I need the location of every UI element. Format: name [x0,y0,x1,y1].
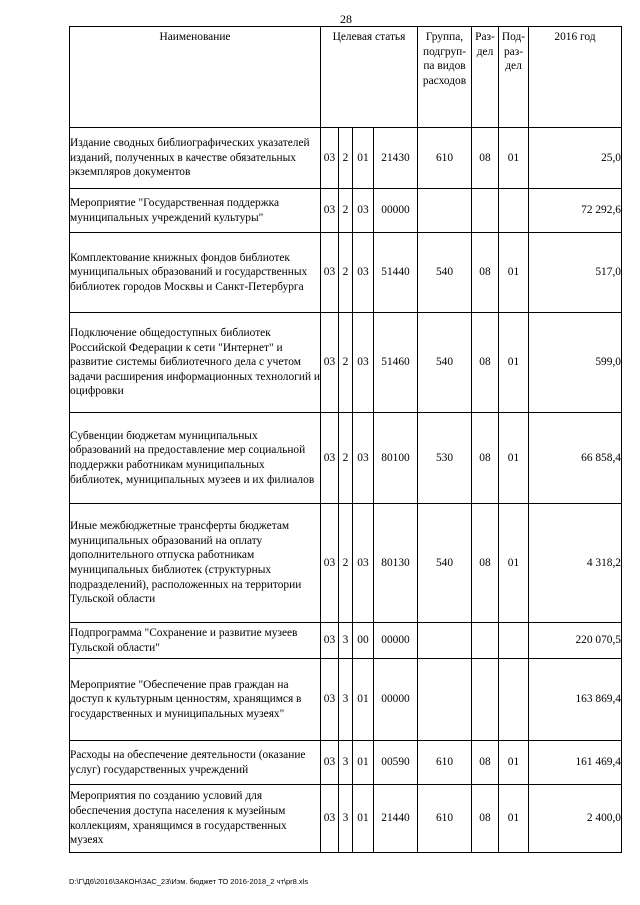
target-code-direction: 80100 [374,413,418,504]
table-row [70,189,622,233]
table-row [70,413,622,504]
subsection-code [499,189,529,233]
header-row [70,27,622,128]
header-name: Наименование [70,27,321,128]
target-code-direction: 51460 [374,313,418,413]
page-number: 28 [340,12,352,26]
amount-2016: 517,0 [529,233,622,313]
target-code-program: 03 [321,128,339,189]
section-code: 08 [472,233,499,313]
table-row [70,504,622,623]
table-row [70,233,622,313]
section-code [472,189,499,233]
target-code-subprogram: 2 [339,233,353,313]
target-code-program: 03 [321,623,339,659]
amount-2016: 72 292,6 [529,189,622,233]
row-name: Субвенции бюджетам муниципальных образований на предоставление мер социальной поддержки работникам муниципальных библиотек, муниципальных музеев и их филиалов [70,413,321,504]
target-code-subprogram: 3 [339,623,353,659]
header-year: 2016 год [529,27,622,128]
section-code [472,623,499,659]
target-code-subprogram: 3 [339,785,353,853]
subsection-code: 01 [499,313,529,413]
section-code [472,659,499,741]
expense-group [418,623,472,659]
target-code-activity: 03 [353,189,374,233]
header-subsection: Под-раз-дел [499,27,529,128]
amount-2016: 599,0 [529,313,622,413]
subsection-code: 01 [499,785,529,853]
target-code-direction: 00000 [374,659,418,741]
target-code-activity: 01 [353,128,374,189]
target-code-program: 03 [321,741,339,785]
target-code-subprogram: 2 [339,128,353,189]
target-code-subprogram: 3 [339,741,353,785]
subsection-code: 01 [499,413,529,504]
row-name: Подключение общедоступных библиотек Российской Федерации к сети "Интернет" и развитие системы библиотечного дела с учетом задачи расширения информационных технологий и оцифровки [70,313,321,413]
target-code-direction: 00000 [374,189,418,233]
target-code-activity: 03 [353,313,374,413]
expense-group: 540 [418,313,472,413]
target-code-activity: 03 [353,413,374,504]
target-code-program: 03 [321,313,339,413]
row-name: Мероприятия по созданию условий для обеспечения доступа населения к музейным коллекциям, хранящимся в государственных музеях [70,785,321,853]
target-code-subprogram: 3 [339,659,353,741]
row-name: Комплектование книжных фондов библиотек муниципальных образований и государственных библиотек городов Москвы и Санкт-Петербурга [70,233,321,313]
subsection-code: 01 [499,233,529,313]
target-code-program: 03 [321,189,339,233]
row-name: Иные межбюджетные трансферты бюджетам муниципальных образований на оплату дополнительного отпуска работникам муниципальных библиотек (структурных подразделений), расположенных на территории Тульской области [70,504,321,623]
row-name: Мероприятие "Обеспечение прав граждан на доступ к культурным ценностям, хранящимся в государственных и муниципальных музеях" [70,659,321,741]
expense-group: 540 [418,233,472,313]
section-code: 08 [472,741,499,785]
section-code: 08 [472,413,499,504]
target-code-program: 03 [321,659,339,741]
target-code-direction: 21430 [374,128,418,189]
target-code-direction: 00000 [374,623,418,659]
target-code-activity: 01 [353,741,374,785]
amount-2016: 25,0 [529,128,622,189]
target-code-program: 03 [321,233,339,313]
target-code-program: 03 [321,785,339,853]
target-code-program: 03 [321,413,339,504]
expense-group [418,659,472,741]
header-target-article: Целевая статья [321,27,418,128]
amount-2016: 4 318,2 [529,504,622,623]
header-group: Группа, подгруп-па видов расходов [418,27,472,128]
table-row [70,785,622,853]
budget-table [69,26,622,853]
expense-group: 540 [418,504,472,623]
target-code-subprogram: 2 [339,313,353,413]
subsection-code: 01 [499,504,529,623]
expense-group: 530 [418,413,472,504]
row-name: Расходы на обеспечение деятельности (оказание услуг) государственных учреждений [70,741,321,785]
target-code-subprogram: 2 [339,189,353,233]
section-code: 08 [472,313,499,413]
table-row [70,623,622,659]
subsection-code [499,659,529,741]
target-code-direction: 21440 [374,785,418,853]
target-code-activity: 00 [353,623,374,659]
amount-2016: 2 400,0 [529,785,622,853]
section-code: 08 [472,128,499,189]
expense-group: 610 [418,128,472,189]
target-code-activity: 01 [353,659,374,741]
subsection-code: 01 [499,741,529,785]
target-code-activity: 01 [353,785,374,853]
expense-group: 610 [418,741,472,785]
amount-2016: 161 469,4 [529,741,622,785]
amount-2016: 66 858,4 [529,413,622,504]
target-code-program: 03 [321,504,339,623]
file-path-footer: D:\Г\Д6\2016\ЗАКОН\ЗАС_23\Изм. бюджет ТО 2016-2018_2 чт\pr8.xls [69,877,309,886]
subsection-code: 01 [499,128,529,189]
section-code: 08 [472,785,499,853]
row-name: Издание сводных библиографических указателей изданий, полученных в качестве обязательных экземпляров документов [70,128,321,189]
table-row [70,128,622,189]
table-row [70,313,622,413]
target-code-activity: 03 [353,233,374,313]
amount-2016: 220 070,5 [529,623,622,659]
row-name: Подпрограмма "Сохранение и развитие музеев Тульской области" [70,623,321,659]
target-code-subprogram: 2 [339,413,353,504]
subsection-code [499,623,529,659]
target-code-direction: 51440 [374,233,418,313]
row-name: Мероприятие "Государственная поддержка муниципальных учреждений культуры" [70,189,321,233]
table-row [70,741,622,785]
header-section: Раз-дел [472,27,499,128]
target-code-direction: 80130 [374,504,418,623]
expense-group: 610 [418,785,472,853]
expense-group [418,189,472,233]
section-code: 08 [472,504,499,623]
target-code-direction: 00590 [374,741,418,785]
target-code-subprogram: 2 [339,504,353,623]
table-row [70,659,622,741]
target-code-activity: 03 [353,504,374,623]
amount-2016: 163 869,4 [529,659,622,741]
